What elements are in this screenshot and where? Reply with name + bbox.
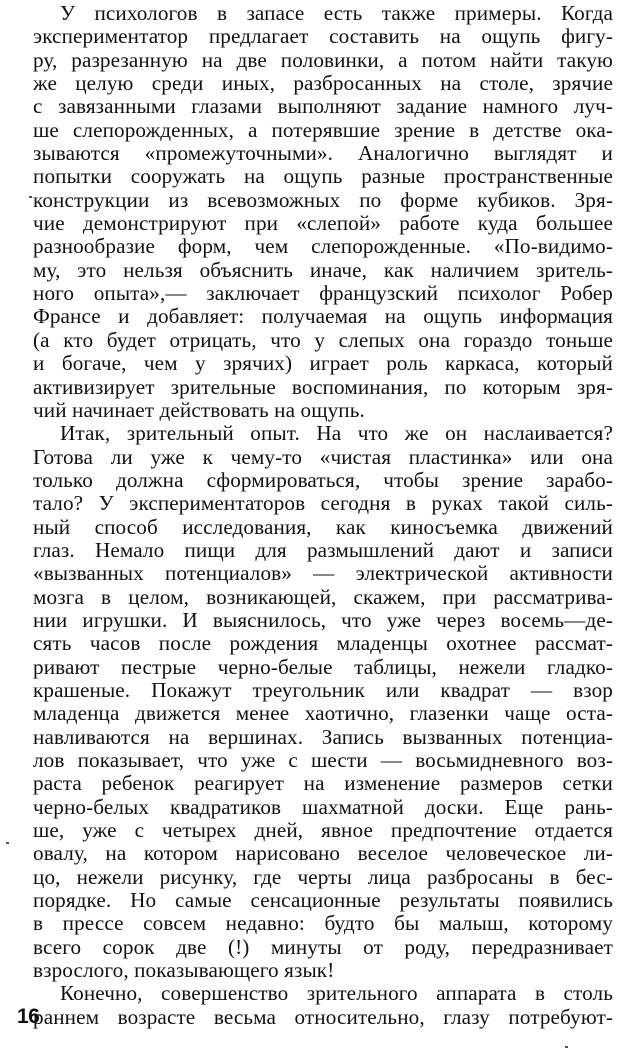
text-line: раста ребенок реагирует на изменение размеров сетки [33, 771, 613, 796]
text-line: ру, разрезанную на две половинки, а потом найти такую [33, 47, 613, 72]
paragraph [33, 422, 613, 982]
text-line: чий начинает действовать на ощупь. [33, 397, 365, 422]
page-body [33, 2, 613, 1029]
text-line: в прессе совсем недавно: будто бы малыш, которому [33, 911, 613, 936]
text-line: Итак, зрительный опыт. На что же он наслаивается? [60, 421, 613, 446]
text-line: мозга в целом, возникающей, скажем, при рассматрива- [33, 584, 613, 609]
scan-speck [565, 1046, 568, 1048]
text-line: навливаются на вершинах. Запись вызванных потенциа- [33, 724, 613, 749]
text-line: чие демонстрируют при «слепой» работе куда большее [33, 211, 613, 236]
text-line: зываются «промежуточными». Аналогично выглядят и [33, 141, 613, 166]
page-number: 16 [17, 1005, 40, 1028]
paragraph [33, 982, 613, 1029]
text-line: порядке. Но самые сенсационные результаты появились [33, 888, 613, 913]
text-line: нии игрушки. И выяснилось, что уже через восемь—де- [33, 607, 613, 632]
text-line: ривают пестрые черно-белые таблицы, нежели гладко- [33, 654, 613, 679]
text-line: только должна сформироваться, чтобы зрение зарабо- [33, 467, 613, 492]
text-line: У психологов в запасе есть также примеры. Когда [60, 1, 613, 25]
text-line: раннем возрасте весьма относительно, глазу потребуют- [33, 1004, 613, 1029]
text-line: с завязанными глазами выполняют задание намного луч- [33, 94, 613, 119]
text-line: ше, уже с четырех дней, явное предпочтение отдается [33, 818, 613, 843]
text-line: (а кто будет отрицать, что у слепых она гораздо тоньше [33, 327, 613, 352]
text-line: ный способ исследования, как киносъемка движений [33, 514, 613, 539]
text-line: же целую среди иных, разбросанных на столе, зрячие [33, 71, 613, 96]
text-line: глаз. Немало пищи для размышлений дают и записи [33, 537, 613, 562]
text-line: разнообразие форм, чем слепорожденные. «По-видимо- [33, 234, 613, 259]
text-line: всего сорок две (!) минуты от роду, передразнивает [33, 934, 613, 959]
text-line: сять часов после рождения младенцы охотнее рассмат- [33, 631, 613, 656]
scan-speck [29, 196, 32, 198]
text-line: «вызванных потенциалов» — электрической активности [33, 561, 613, 586]
text-line: активизирует зрительные воспоминания, по которым зря- [33, 374, 613, 399]
text-line: и богаче, чем у зрячих) играет роль каркаса, который [33, 351, 613, 376]
text-line: ше слепорожденных, а потерявшие зрение в детстве ока- [33, 117, 613, 142]
text-line: цо, нежели рисунку, где черты лица разбросаны в бес- [33, 864, 613, 889]
text-line: Готова ли уже к чему-то «чистая пластинка» или она [33, 444, 613, 469]
paragraph [33, 2, 613, 422]
text-line: взрослого, показывающего язык! [33, 958, 335, 983]
text-line: му, это нельзя объяснить иначе, как наличием зритель- [33, 257, 613, 282]
text-line: попытки сооружать на ощупь разные пространственные [33, 164, 613, 189]
text-line: ного опыта»,— заключает французский психолог Робер [33, 281, 613, 306]
text-line: Франсе и добавляет: получаемая на ощупь информация [33, 304, 613, 329]
scan-speck [6, 842, 9, 844]
text-line: черно-белых квадратиков шахматной доски. Еще рань- [33, 794, 613, 819]
text-line: младенца движется менее хаотично, глазенки чаще оста- [33, 701, 613, 726]
text-line: лов показывает, что уже с шести — восьмидневного воз- [33, 748, 613, 772]
text-line: конструкции из всевозможных по форме кубиков. Зря- [33, 187, 613, 212]
text-line: тало? У экспериментаторов сегодня в руках такой силь- [33, 491, 613, 516]
text-line: Конечно, совершенство зрительного аппарата в столь [60, 981, 613, 1006]
text-line: крашеные. Покажут треугольник или квадрат — взор [33, 677, 613, 702]
text-line: овалу, на котором нарисовано веселое человеческое ли- [33, 841, 613, 866]
text-line: экспериментатор предлагает составить на ощупь фигу- [33, 24, 613, 49]
